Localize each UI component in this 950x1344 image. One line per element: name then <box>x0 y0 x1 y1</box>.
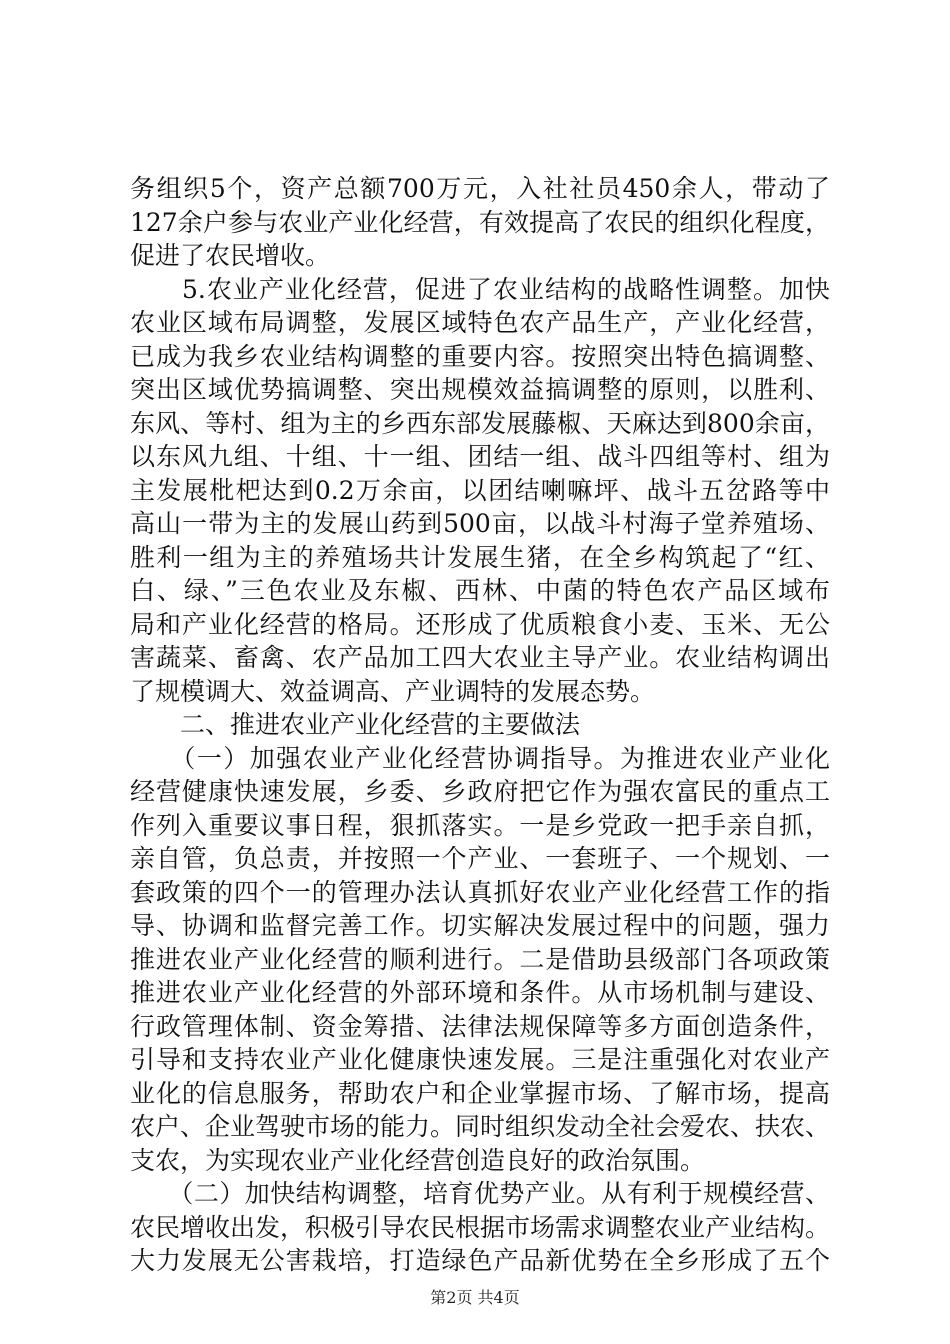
text-line: 5.农业产业化经营，促进了农业结构的战略性调整。加快 <box>130 274 830 304</box>
text-line: （二）加快结构调整，培育优势产业。从有利于规模经营、 <box>130 1179 830 1208</box>
text-line: 推进农业产业化经营的外部环境和条件。从市场机制与建设、 <box>130 978 830 1007</box>
text-line: 推进农业产业化经营的顺利进行。二是借助县级部门各项政策 <box>130 944 830 974</box>
text-line: 套政策的四个一的管理办法认真抓好农业产业化经营工作的指 <box>130 877 830 907</box>
text-line: 农业区域布局调整，发展区域特色农产品生产，产业化经营， <box>130 308 830 337</box>
text-line: 高山一带为主的发展山药到500亩，以战斗村海子堂养殖场、 <box>130 509 830 538</box>
text-line: 促进了农民增收。 <box>130 241 331 270</box>
text-line: 胜利一组为主的养殖场共计发展生猪，在全乡构筑起了“红、 <box>130 542 830 572</box>
text-line: 白、绿、”三色农业及东椒、西林、中菌的特色农产品区域布 <box>130 576 830 605</box>
text-line: （一）加强农业产业化经营协调指导。为推进农业产业化 <box>130 743 830 773</box>
text-line: 行政管理体制、资金筹措、法律法规保障等多方面创造条件， <box>130 1011 830 1041</box>
text-line: 支农，为实现农业产业化经营创造良好的政治氛围。 <box>130 1145 706 1175</box>
text-line: 业化的信息服务，帮助农户和企业掌握市场、了解市场，提高 <box>130 1078 830 1108</box>
document-body <box>130 172 830 1278</box>
text-line: 引导和支持农业产业化健康快速发展。三是注重强化对农业产 <box>130 1045 830 1074</box>
text-line: 了规模调大、效益调高、产业调特的发展态势。 <box>130 676 656 706</box>
text-line: 经营健康快速发展，乡委、乡政府把它作为强农富民的重点工 <box>130 777 830 806</box>
text-line: 大力发展无公害栽培，打造绿色产品新优势在全乡形成了五个 <box>130 1246 830 1275</box>
text-line: 作列入重要议事日程，狠抓落实。一是乡党政一把手亲自抓， <box>130 810 830 840</box>
text-line: 二、推进农业产业化经营的主要做法 <box>130 710 581 739</box>
text-line: 东风、等村、组为主的乡西东部发展藤椒、天麻达到800余亩， <box>130 408 830 438</box>
text-line: 突出区域优势搞调整、突出规模效益搞调整的原则，以胜利、 <box>130 375 830 404</box>
text-line: 已成为我乡农业结构调整的重要内容。按照突出特色搞调整、 <box>130 341 830 371</box>
text-line: 127余户参与农业产业化经营，有效提高了农民的组织化程度， <box>130 207 830 237</box>
text-line: 亲自管，负总责，并按照一个产业、一套班子、一个规划、一 <box>130 844 830 873</box>
text-line: 农户、企业驾驶市场的能力。同时组织发动全社会爱农、扶农、 <box>130 1112 831 1141</box>
page-footer: 第2页 共4页 <box>430 1288 520 1307</box>
text-line: 导、协调和监督完善工作。切实解决发展过程中的问题，强力 <box>130 911 830 940</box>
text-line: 害蔬菜、畜禽、农产品加工四大农业主导产业。农业结构调出 <box>130 643 830 672</box>
text-line: 务组织5个，资产总额700万元，入社社员450余人，带动了 <box>130 174 830 203</box>
text-line: 以东风九组、十组、十一组、团结一组、战斗四组等村、组为 <box>130 442 830 471</box>
text-line: 主发展枇杷达到0.2万余亩，以团结喇嘛坪、战斗五岔路等中 <box>130 475 830 505</box>
text-line: 局和产业化经营的格局。还形成了优质粮食小麦、玉米、无公 <box>130 609 830 639</box>
text-line: 农民增收出发，积极引导农民根据市场需求调整农业产业结构。 <box>130 1212 831 1242</box>
